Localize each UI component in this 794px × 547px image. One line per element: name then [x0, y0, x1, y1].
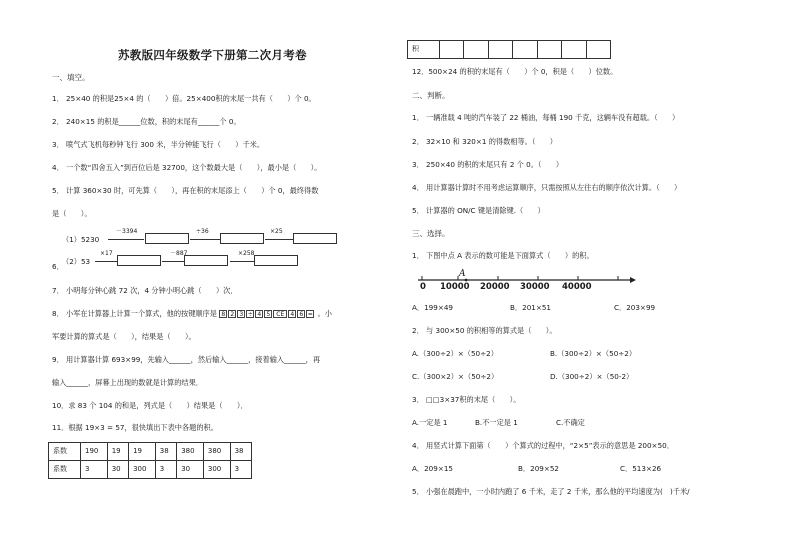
table-cell[interactable] — [513, 41, 537, 59]
page-title: 苏教版四年级数学下册第二次月考卷 — [118, 48, 307, 62]
q6-row1-start: （1）5230 — [62, 235, 100, 244]
calc-key: 4 — [255, 310, 263, 318]
choice-1-option-c[interactable]: C．203×99 — [614, 303, 656, 312]
arrow-line — [230, 261, 254, 262]
judge-5: 5． 计算器的 ON/C 键是清除键.（ ） — [412, 206, 545, 215]
q8-end: 。小 — [317, 309, 332, 318]
choice-4-option-a[interactable]: A．209×15 — [412, 464, 453, 473]
choice-3: 3． □□3×37积的末尾（ ）。 — [412, 395, 521, 404]
choice-4-option-c[interactable]: C．513×26 — [620, 464, 662, 473]
section-choice: 三、选择。 — [412, 229, 450, 238]
choice-1: 1． 下图中点 A 表示的数可能是下面算式（ ）的积。 — [412, 251, 594, 260]
calc-key: = — [307, 311, 313, 318]
question-4: 4． 一个数“四舍五入”到百位后是 32700，这个数最大是（ ），最小是（ ）。 — [52, 163, 322, 172]
question-12: 12．500×24 的积的末尾有（ ）个 0，积是（ ）位数。 — [412, 67, 618, 76]
table-row — [49, 443, 252, 461]
choice-4-option-b[interactable]: B．209×52 — [518, 464, 560, 473]
choice-2-option-b[interactable]: B.（300÷2）×（50÷2） — [550, 349, 637, 358]
table-cell[interactable] — [562, 41, 586, 59]
choice-1-option-a[interactable]: A．199×49 — [412, 303, 453, 312]
question-10: 10．求 83 个 104 的和是，列式是（ ）结果是（ ）． — [52, 401, 248, 410]
judge-1: 1． 一辆准载 4 吨的汽车装了 22 桶油，每桶 190 千克，这辆车没有超载。（ ） — [412, 113, 680, 122]
question-8-line2: 军要计算的算式是（ ），结果是（ ）。 — [52, 332, 196, 341]
table-cell: 30 — [177, 461, 204, 479]
table-cell: 系数 — [49, 461, 81, 479]
q6-row1-op2: ÷36 — [196, 228, 209, 235]
table-cell: 190 — [81, 443, 108, 461]
answer-box[interactable] — [184, 255, 228, 266]
choice-2-option-d[interactable]: D.（300÷2）×（50-2） — [550, 372, 634, 381]
calc-key: 3 — [237, 310, 245, 318]
question-5-line2: 是（ ）。 — [52, 209, 92, 218]
table-cell[interactable] — [488, 41, 512, 59]
choice-1-option-b[interactable]: B．201×51 — [510, 303, 552, 312]
q6-row2-op1: ×17 — [100, 250, 113, 257]
arrow-line — [95, 261, 117, 262]
calc-key: 2 — [228, 310, 236, 318]
table-cell: 300 — [203, 461, 230, 479]
judge-3: 3． 250×40 的积的末尾只有 2 个 0。（ ） — [412, 160, 564, 169]
question-2: 2． 240×15 的积是______位数，积的末尾有______个 0。 — [52, 117, 241, 126]
tick-label: 20000 — [480, 282, 510, 292]
calc-key: 5 — [264, 310, 272, 318]
calc-key: ÷ — [247, 311, 253, 318]
q8-text: 8． 小军在计算器上计算一个算式，他的按键顺序是 — [52, 309, 217, 318]
table-row — [49, 461, 252, 479]
point-a-label: A — [459, 269, 466, 279]
question-9-line1: 9． 用计算器计算 693×99，先输入______，然后输入______，接着输入______，再 — [52, 355, 321, 364]
q6-row2-start: （2）53 — [62, 257, 91, 266]
choice-3-option-b[interactable]: B.不一定是 1 — [475, 418, 518, 427]
choice-4: 4． 用竖式计算下面第（ ）个算式的过程中，“2×5”表示的意思是 200×50． — [412, 441, 674, 450]
table-cell[interactable] — [440, 41, 464, 59]
choice-3-option-c[interactable]: C.不确定 — [556, 418, 585, 427]
arrow-line — [190, 239, 220, 240]
arrow-line — [265, 239, 293, 240]
product-table-continued — [407, 40, 611, 59]
table-cell[interactable] — [537, 41, 561, 59]
arrow-line — [162, 261, 184, 262]
answer-box[interactable] — [220, 233, 264, 244]
calc-key: 6 — [297, 310, 305, 318]
section-judge: 二、判断。 — [412, 91, 450, 100]
tick-label: 30000 — [520, 282, 550, 292]
table-cell[interactable] — [586, 41, 610, 59]
arrow-line — [108, 239, 144, 240]
answer-box[interactable] — [293, 233, 337, 244]
choice-2-option-c[interactable]: C.（300×2）×（50÷2） — [412, 372, 499, 381]
table-cell: 3 — [81, 461, 108, 479]
table-cell: 积 — [408, 41, 440, 59]
tick-label: 0 — [420, 282, 426, 292]
table-cell: 系数 — [49, 443, 81, 461]
judge-2: 2． 32×10 和 320×1 的得数相等。（ ） — [412, 137, 557, 146]
point-a — [465, 279, 468, 282]
judge-4: 4． 用计算器计算时不用考虑运算顺序，只需按照从左往右的顺序依次计算。（ ） — [412, 183, 682, 192]
q6-number: 6． — [52, 262, 64, 271]
choice-3-option-a[interactable]: A.一定是 1 — [412, 418, 448, 427]
question-1: 1． 25×40 的积是25×4 的（ ）倍。25×400积的末尾一共有（ ）个 0。 — [52, 94, 316, 103]
table-cell: 38 — [230, 443, 251, 461]
table-cell: 380 — [203, 443, 230, 461]
table-cell: 3 — [155, 461, 176, 479]
table-cell: 30 — [107, 461, 128, 479]
table-cell: 300 — [129, 461, 156, 479]
table-cell: 19 — [107, 443, 128, 461]
question-7: 7． 小明每分钟心跳 72 次，4 分钟小明心跳（ ）次． — [52, 286, 238, 295]
product-table — [48, 442, 252, 479]
choice-2: 2． 与 300×50 的积相等的算式是（ ）。 — [412, 326, 557, 335]
table-row — [408, 41, 611, 59]
question-8-line1 — [52, 310, 332, 318]
section-fill-blank: 一、填空。 — [52, 73, 90, 82]
q6-row2-op2: －887 — [170, 250, 188, 257]
table-cell: 3 — [230, 461, 251, 479]
choice-2-option-a[interactable]: A.（300÷2）×（50÷2） — [412, 349, 498, 358]
tick-label: 40000 — [562, 282, 592, 292]
q8-keys — [219, 310, 315, 318]
answer-box[interactable] — [145, 233, 189, 244]
q6-row1-op3: ×25 — [270, 228, 283, 235]
question-11: 11．根据 19×3 = 57，很快填出下表中各题的积。 — [52, 423, 218, 432]
calc-key: 4 — [288, 310, 296, 318]
question-5-line1: 5． 计算 360×30 时，可先算（ ），再在积的末尾添上（ ）个 0，最终得数 — [52, 186, 319, 195]
calc-key: 8 — [219, 310, 227, 318]
calc-key: CE — [273, 310, 287, 318]
choice-5: 5． 小强在晨跑中，一小时内跑了 6 千米，走了 2 千米，那么他的平均速度为( )千米/ — [412, 487, 690, 496]
table-cell: 38 — [155, 443, 176, 461]
table-cell: 19 — [129, 443, 156, 461]
answer-box[interactable] — [117, 255, 161, 266]
arrow-head — [630, 277, 636, 283]
tick-label: 10000 — [440, 282, 470, 292]
question-3: 3． 喷气式飞机每秒钟飞行 300 米，半分钟能飞行（ ）千米。 — [52, 140, 265, 149]
q6-row1-op1: －3394 — [116, 228, 138, 235]
table-cell: 380 — [177, 443, 204, 461]
q6-row2-op3: ×258 — [238, 250, 255, 257]
question-9-line2: 输入______，屏幕上出现的数就是计算的结果． — [52, 378, 203, 387]
answer-box[interactable] — [254, 255, 298, 266]
table-cell[interactable] — [464, 41, 488, 59]
